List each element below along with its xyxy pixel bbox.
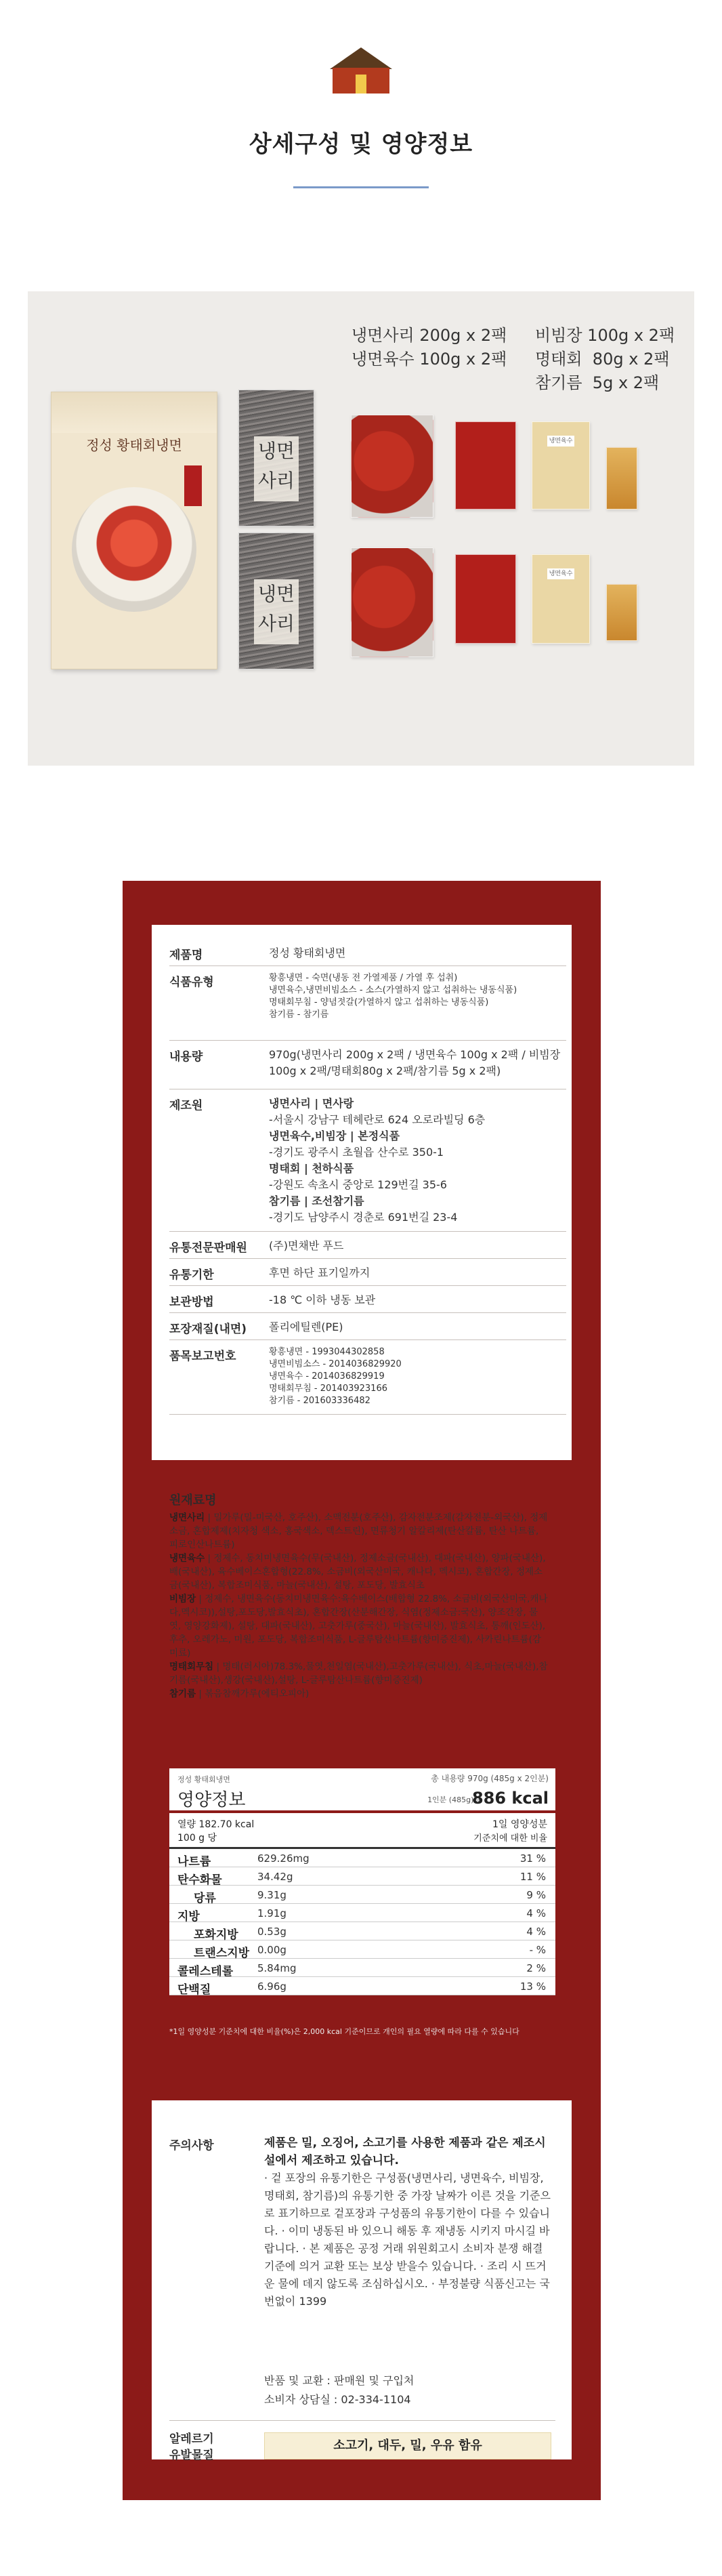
broth-label: 냉면육수 — [547, 568, 574, 579]
nutrient-name: 포화지방 — [194, 1928, 238, 1942]
raw-materials-title: 원재료명 — [169, 1493, 217, 1508]
nutrient-amount: 9.31g — [257, 1889, 286, 1901]
composition-item: 비빔장 100g x 2팩 — [535, 326, 675, 345]
nutrient-percent: 2 % — [526, 1962, 546, 1974]
product-package — [51, 392, 217, 669]
allergy-label: 알레르기 유발물질 — [169, 2432, 214, 2462]
caution-label: 주의사항 — [169, 2139, 214, 2153]
nutrient-amount: 629.26mg — [257, 1852, 310, 1865]
info-row-volume: 내용량 970g(냉면사리 200g x 2팩 / 냉면육수 100g x 2팩 / 비빔장100g x 2팩/명태회80g x 2팩/참기름 5g x 2팩) — [169, 1040, 566, 1089]
composition-item: 냉면육수 100g x 2팩 — [352, 350, 507, 369]
nutrition-footnote: *1일 영양성분 기준치에 대한 비율(%)은 2,000 kcal 기준이므로 개인의 필요 열량에 따라 다를 수 있습니다 — [169, 2027, 519, 2036]
noodle-label: 냉면 사리 — [254, 436, 299, 501]
package-name: 정성 황태회냉면 — [86, 437, 182, 453]
contact-info: 반품 및 교환 : 판매원 및 구입처 소비자 상담실 : 02-334-1104 — [264, 2374, 415, 2406]
broth-pouch — [532, 554, 590, 644]
nutrient-percent: - % — [529, 1944, 546, 1956]
raw-materials-list — [169, 1511, 549, 1701]
house-logo-icon — [326, 46, 396, 95]
nutrition-row — [169, 1922, 555, 1940]
noodle-bowl-image — [72, 487, 196, 612]
info-row-name: 제품명 정성 황태회냉면 — [169, 938, 566, 966]
nutrient-amount: 34.42g — [257, 1871, 293, 1883]
sauce-pouch — [455, 421, 516, 510]
caution-text: 제품은 밀, 오징어, 소고기를 사용한 제품과 같은 제조시설에서 제조하고 있습니다. · 겉 포장의 유통기한은 구성품(냉면사리, 냉면육수, 비빔장, 명태회, 참기름)의 유통기한 중 가장 날짜가 이른 것을 기준으로 표기하므로 겉포장과 구성품의 유통기한이 다를 수 있습니다. · 이미 냉동된 바 있으니 해동 후 재냉동 시키지 마시길 바랍니다. · 본 제품은 공정 거래 위원회고시 소비자 분쟁 해결 기준에 의거 교환 또는 보상 받을수 있습니다. · 조리 시 뜨거운 물에 데지 않도록 조심하십시오. · 부정불량 식품신고는 국번없이 1399 — [264, 2136, 551, 2308]
info-row-maker: 제조원 냉면사리 | 면사랑 -서울시 강남구 테헤란로 624 오로라빌딩 6층 냉면육수,비빔장 | 본정식품 -경기도 광주시 초월읍 산수로 350-1 명태회 | 천하식품 -강원도 속초시 중앙로 129번길 35-6 참기름 | 조선참기름 -경기도 남양주시 경춘로 691번길 23-4 — [169, 1089, 566, 1232]
sesame-oil-pouch — [606, 447, 637, 510]
raw-item: 참기름 | 볶음참깨가루(에티오피아) — [169, 1688, 310, 1699]
nutrient-name: 탄수화물 — [177, 1873, 222, 1887]
noodle-pouch — [238, 390, 314, 526]
info-row-report: 품목보고번호 황흥냉면 - 1993044302858 냉면비빔소스 - 2014036829920 냉면육수 - 2014036829919 명태회무침 - 201403923166 참기름 - 201603336482 — [169, 1339, 566, 1415]
nutrient-name: 트랜스지방 — [194, 1947, 250, 1960]
sesame-oil-pouch — [606, 584, 637, 641]
raw-item: 명태회무침 | 명태(러시아)78.3%,물엿,천일염(국내산),고춧가루(국내산), 식초,마늘(국내산),참기름(국내산),생강(국내산),설탕, L-글루탐산나트륨(향미증진제) — [169, 1661, 548, 1686]
nutrient-percent: 4 % — [526, 1907, 546, 1919]
composition-item: 냉면사리 200g x 2팩 — [352, 326, 507, 345]
broth-label: 냉면육수 — [547, 436, 574, 446]
nutrition-header: 정성 황태회냉면 영양정보 총 내용량 970g (485g x 2인분) 1인분 (485g)당 886 kcal — [169, 1768, 555, 1810]
raw-item: 비빔장 | 정제수, 냉면육수(동치미냉면육수:육수베이스(배합형 22.8%, 소금비(외국산미국,캐나다,멕시코)),설탕,포도당,발효식초), 혼합간장(산분해간장, 식염(정제소금:국산), 양조간장, 물엿, 영양강화제), 설탕, 대파(국내산), 고춧가루(중국산), 마늘(국내산), 발효식초, 통깨(인도산), 후추, 오레가노, 미원, 포도당, 복합조미식품, L-글루탐산나트륨(향미증진제), 사카린나트륨(감미료) — [169, 1594, 548, 1659]
nutrient-name: 콜레스테롤 — [177, 1965, 234, 1978]
info-row-expiry: 유통기한 후면 하단 표기일까지 — [169, 1258, 566, 1286]
raw-item: 냉면육수 | 정제수, 동치미냉면육수(무(국내산), 정제소금(국내산), 대파(국내산), 양파(국내산), 배(국내산), 육수베이스혼합형(22.8%, 소금비(외국산미국, 캐나다, 멕시코), 혼합간장, 정제소금(국내산), 복합조미식품, 마늘(국내산), 설탕, 포도당, 발효식초 — [169, 1553, 546, 1591]
noodle-pouch — [238, 533, 314, 669]
nutrient-percent: 4 % — [526, 1926, 546, 1938]
nutrition-row — [169, 1867, 555, 1886]
nutrient-percent: 11 % — [519, 1871, 546, 1883]
package-stamp — [184, 465, 202, 506]
caution-divider — [169, 2420, 555, 2421]
nutrition-row — [169, 1977, 555, 1995]
nutrient-name: 지방 — [177, 1910, 200, 1924]
nutrition-row — [169, 1904, 555, 1922]
nutrition-row — [169, 1886, 555, 1904]
nutrient-percent: 31 % — [519, 1852, 546, 1865]
nutrition-table: 열량 182.70 kcal 100 g 당 1일 영양성분 기준치에 대한 비율 나트륨 629.26mg 31 % 탄수화물 34.42g 11 % 당류 9.31g 9 % 지방 1.91g 4 % 포화지방 0.53g 4 % 트랜스지방 0.00g - % 콜레스테롤 5.84mg 2 % 단백질 6.96g 13 % — [169, 1813, 555, 1995]
composition-item: 참기름 5g x 2팩 — [535, 373, 660, 392]
nutrient-percent: 9 % — [526, 1889, 546, 1901]
info-row-seller: 유통전문판매원 (주)면채반 푸드 — [169, 1231, 566, 1259]
info-row-storage: 보관방법 -18 ℃ 이하 냉동 보관 — [169, 1285, 566, 1313]
raw-item: 냉면사리 | 밀가루(밀-미국산, 호주산), 소맥전분(호주산), 감자전분조제(감자전분-외국산), 정제소금, 혼합제제(치자청 색소, 홍국색소, 덱스트린), 면류청기 알칼리제(탄산칼륨, 탄산 나트륨, 피로인산나트륨) — [169, 1512, 548, 1550]
noodle-label: 냉면 사리 — [254, 579, 299, 644]
nutrient-name: 당류 — [194, 1892, 216, 1905]
broth-pouch — [532, 421, 590, 510]
title-divider — [293, 186, 429, 188]
page-title: 상세구성 및 영양정보 — [249, 131, 473, 158]
nutrient-amount: 5.84mg — [257, 1962, 297, 1974]
myeongtae-pouch — [351, 547, 433, 657]
nutrient-amount: 0.00g — [257, 1944, 286, 1956]
nutrition-row — [169, 1940, 555, 1959]
info-row-type: 식품유형 황흥냉면 - 숙면(냉동 전 가열제품 / 가열 후 섭취) 냉면육수,냉면비빔소스 - 소스(가열하지 않고 섭취하는 냉동식품) 명태회무침 - 양념젓갈(가열하지 않고 섭취하는 냉동식품) 참기름 - 참기름 — [169, 965, 566, 1041]
nutrient-name: 단백질 — [177, 1983, 211, 1997]
allergy-badge: 소고기, 대두, 밀, 우유 함유 — [264, 2432, 551, 2459]
sauce-pouch — [455, 554, 516, 644]
nutrient-amount: 0.53g — [257, 1926, 286, 1938]
nutrition-title: 영양정보 — [177, 1790, 246, 1810]
info-row-packaging: 포장재질(내면) 폴리에틸렌(PE) — [169, 1312, 566, 1340]
nutrient-name: 나트륨 — [177, 1855, 211, 1869]
nutrient-amount: 1.91g — [257, 1907, 286, 1919]
nutrition-row — [169, 1959, 555, 1977]
myeongtae-pouch — [351, 415, 433, 518]
nutrient-percent: 13 % — [519, 1980, 546, 1993]
composition-item: 명태회 80g x 2팩 — [535, 350, 670, 369]
nutrient-amount: 6.96g — [257, 1980, 286, 1993]
calorie-value: 886 kcal — [471, 1789, 549, 1808]
nutrition-row — [169, 1849, 555, 1867]
